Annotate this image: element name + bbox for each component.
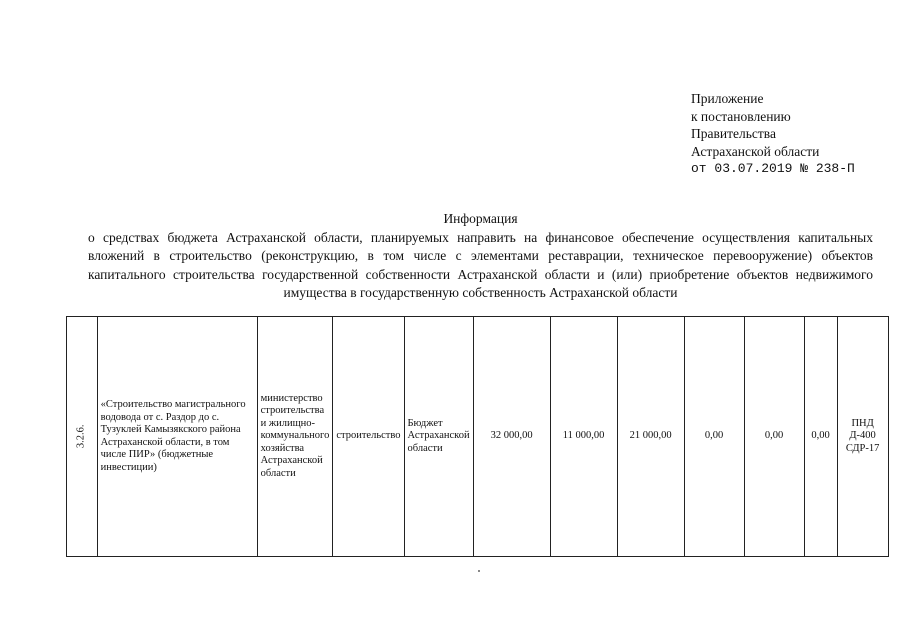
investment-table: [66, 316, 889, 557]
note-cell: [837, 317, 888, 557]
note-line-3: СДР-17: [845, 442, 880, 454]
scan-speck: [478, 570, 480, 572]
appendix-line-1: Приложение: [691, 91, 764, 106]
appendix-header: [691, 90, 855, 178]
appendix-line-3: Правительства: [691, 126, 776, 141]
note-line-2: Д-400: [849, 430, 876, 442]
amount-1-cell: 11 000,00: [550, 317, 617, 557]
work-type-cell: строительство: [333, 317, 404, 557]
amount-2-cell: 21 000,00: [617, 317, 684, 557]
row-number-cell: [67, 317, 98, 557]
funding-source-cell: Бюджет Астраханской области: [404, 317, 473, 557]
amount-total-cell: 32 000,00: [473, 317, 550, 557]
organization-cell: министерство строительства и жилищно-коммунального хозяйства Астраханской области: [257, 317, 333, 557]
amount-5-cell: 0,00: [804, 317, 837, 557]
document-title: [88, 210, 873, 303]
note-line-1: ПНД: [851, 417, 874, 429]
amount-4-cell: 0,00: [744, 317, 804, 557]
document-heading: Информация: [443, 211, 518, 226]
object-name-cell: «Строительство магистрального водовода от с. Раздор до с. Тузуклей Камызякского района Астраханской области, в том числе ПИР» (бюджетные инвестиции): [97, 317, 257, 557]
appendix-date-line: от 03.07.2019 № 238-П: [691, 161, 855, 176]
appendix-line-4: Астраханской области: [691, 143, 820, 159]
table-row: [67, 317, 889, 557]
amount-3-cell: 0,00: [684, 317, 744, 557]
document-subtitle: о средствах бюджета Астраханской области, планируемых направить на финансовое обеспечение осуществления капитальных вложений в строительство (реконструкцию, в том числе с элементами реставрации, техническое перевооружение) объектов капитального строительства государственной собственности Астраханской области и (или) приобретение объектов недвижимого имущества в государственную собственность Астраханской области: [88, 229, 873, 300]
row-number: 3.2.6.: [75, 424, 87, 449]
appendix-line-2: к постановлению: [691, 108, 791, 124]
